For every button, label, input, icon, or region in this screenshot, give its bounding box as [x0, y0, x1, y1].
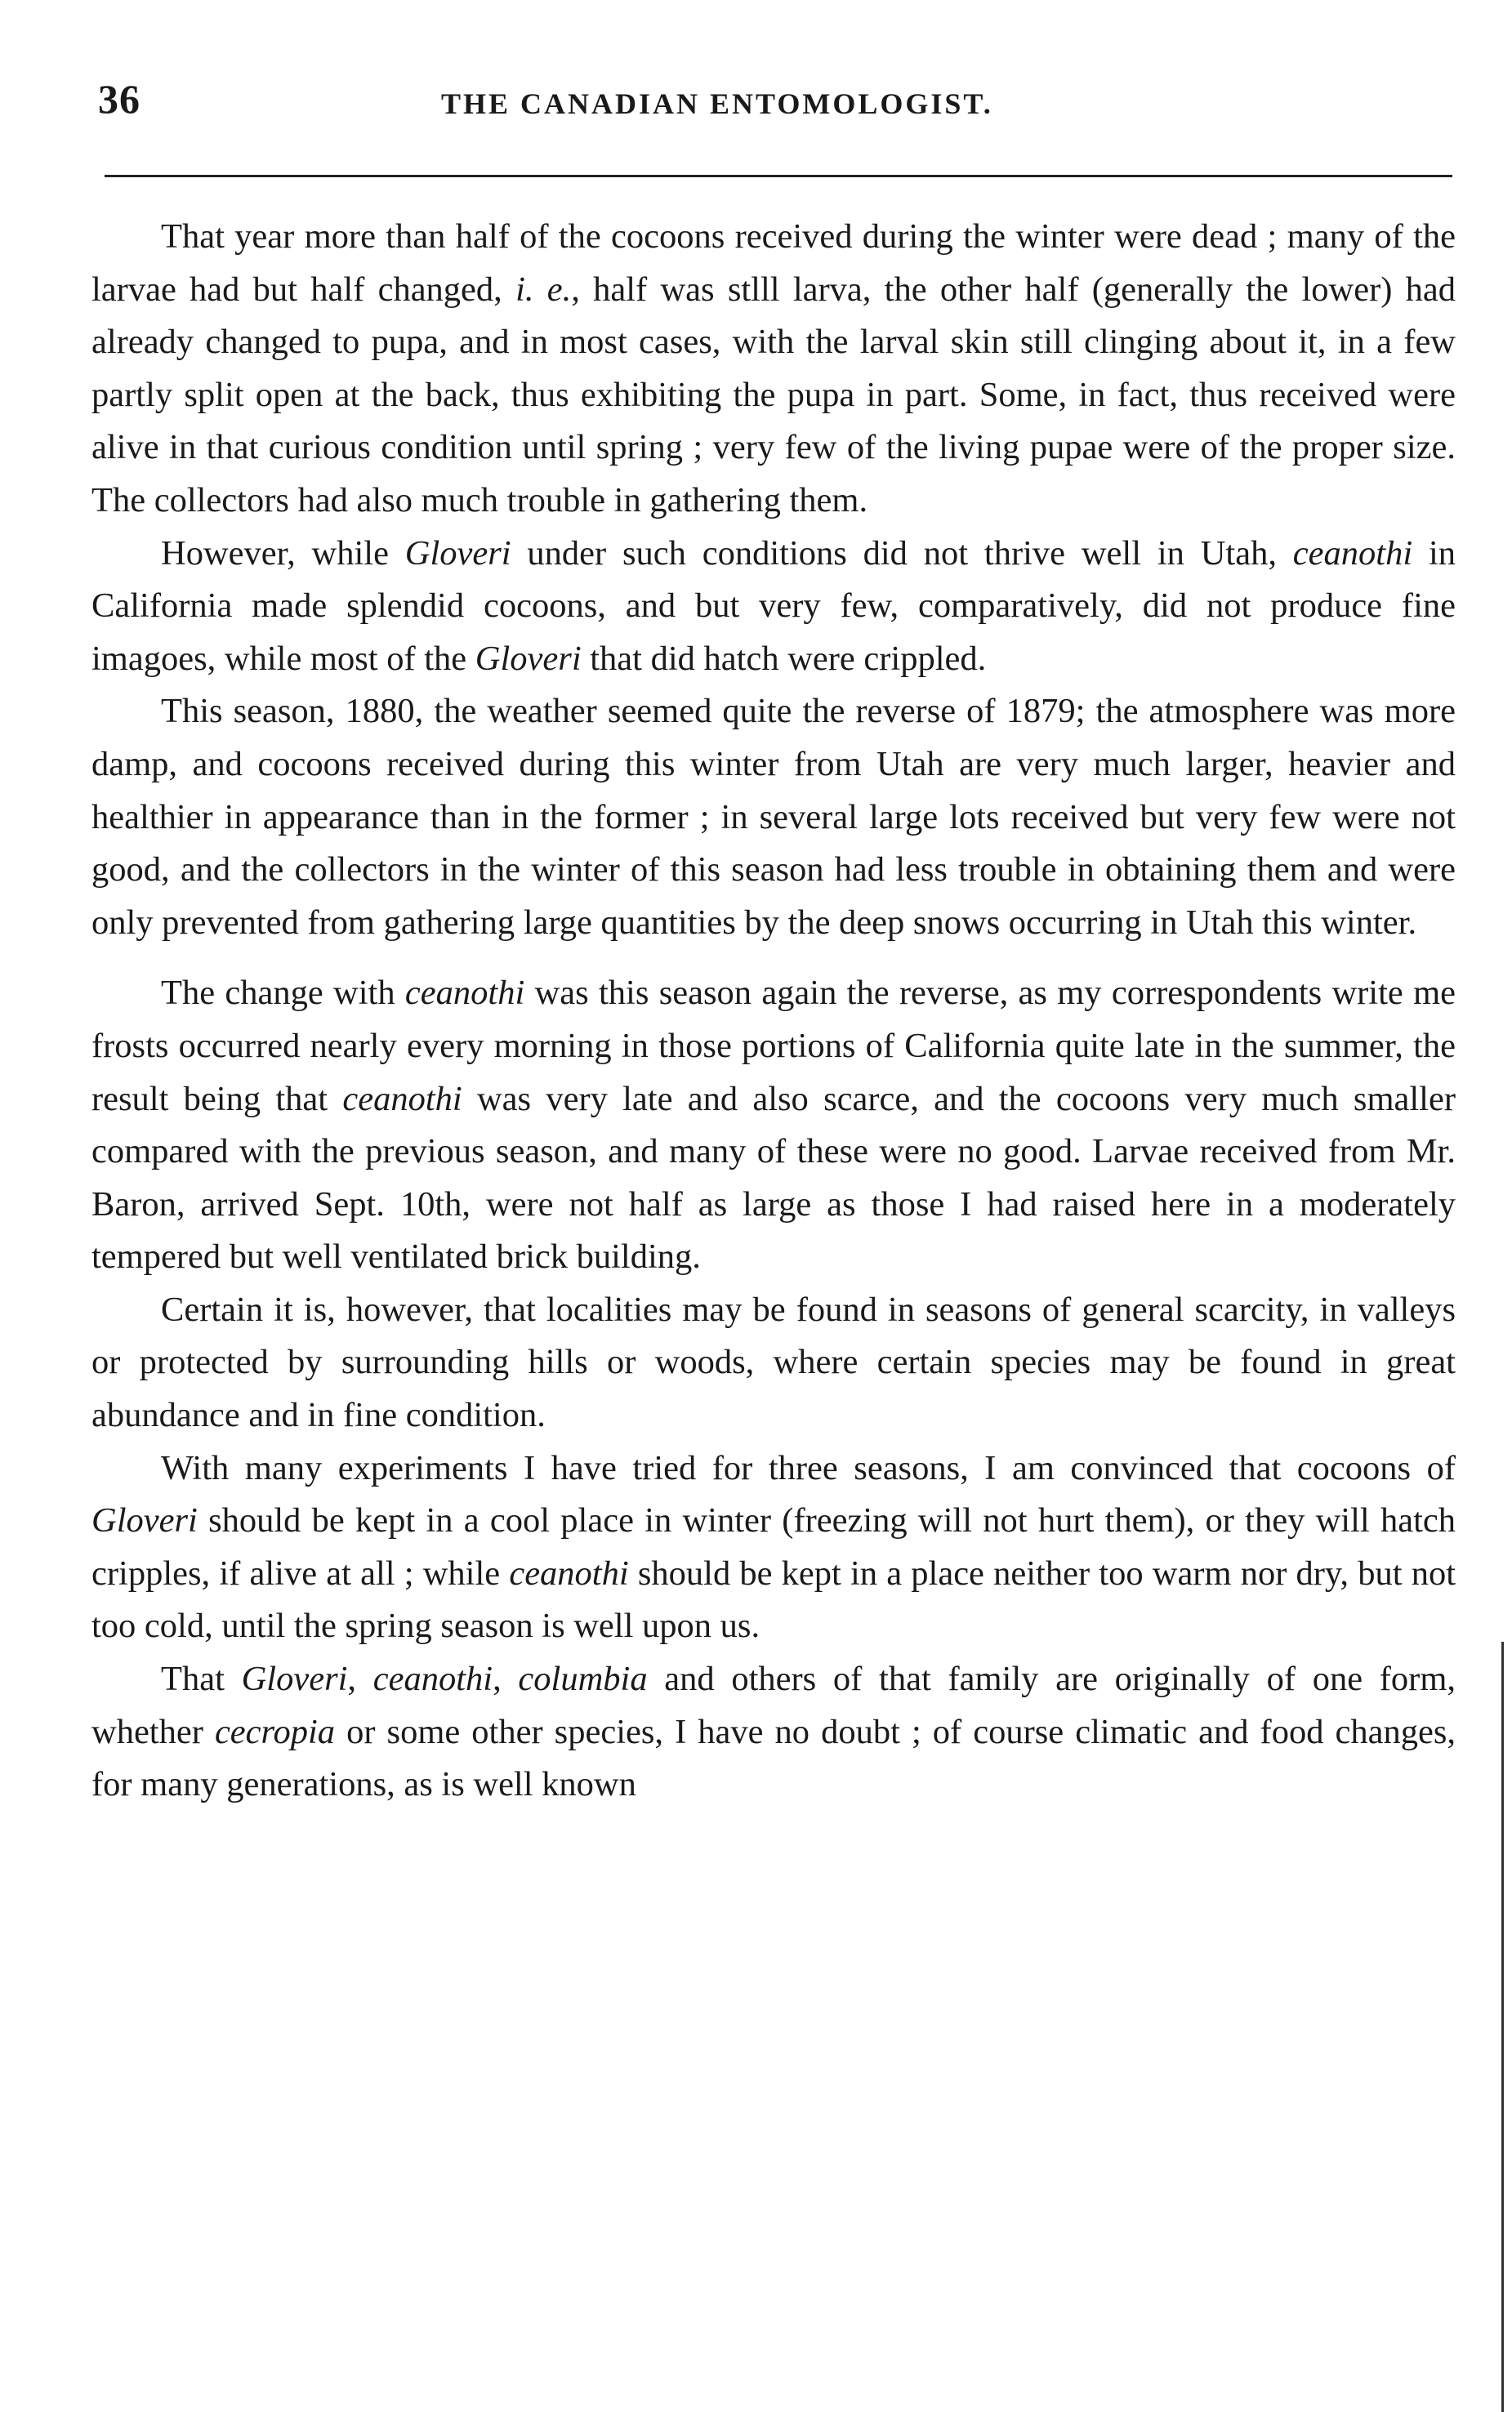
paragraph — [91, 1653, 1456, 1812]
body-text — [91, 211, 1456, 1812]
paragraph — [91, 685, 1456, 949]
text-run: That — [161, 1660, 242, 1699]
text-run: under such conditions did not thrive well in Utah, — [511, 533, 1293, 573]
margin-rule — [1501, 1642, 1504, 2412]
italic-term: Gloveri — [475, 639, 582, 678]
text-run: With many experiments I have tried for three seasons, I am convinced that cocoons of — [161, 1448, 1456, 1487]
text-run: and others of that family are originally of one form, whether — [91, 1660, 1456, 1751]
text-run: , half was stlll larva, the other half (generally the lower) had already changed to pupa, and in most cases, with the larval skin still clinging about it, in a few partly split open at the back, thus exhibiting the pupa in part. Some, in fact, thus received were alive in that curious condition until spring ; very few of the living pupae were of the proper size. The collectors had also much trouble in gathering them. — [91, 270, 1456, 519]
text-run: The change with — [161, 974, 405, 1013]
text-run: This season, 1880, the weather seemed quite the reverse of 1879; the atmosphere was more damp, and cocoons received during this winter from Utah are very much larger, heavier and healthier in appearance than in the former ; in several large lots received but very few were not good, and the collectors in the winter of this season had less trouble in obtaining them and were only prevented from gathering large quantities by the deep snows occurring in Utah this winter. — [91, 692, 1456, 942]
paragraph — [91, 1442, 1456, 1653]
italic-term: ceanothi — [1292, 533, 1413, 573]
italic-term: ceanothi — [509, 1554, 629, 1593]
italic-term: ceanothi — [404, 974, 525, 1013]
italic-term: Gloveri — [241, 1660, 348, 1699]
text-run: should be kept in a cool place in winter (freezing will not hurt them), or they will hatch cripples, if alive at all ; while — [91, 1501, 1456, 1593]
italic-term: Gloveri — [91, 1501, 198, 1540]
text-run: Certain it is, however, that localities may be found in seasons of general scarcity, in valleys or protected by surrounding hills or woods, where certain species may be found in great abundance and in fine condition. — [91, 1290, 1456, 1435]
text-run: or some other species, I have no doubt ; of course climatic and food changes, for many generations, as is well known — [91, 1712, 1456, 1804]
italic-term: i. e. — [515, 270, 572, 309]
paragraph — [91, 1284, 1456, 1442]
page-number: 36 — [98, 76, 140, 122]
paragraph — [91, 211, 1456, 528]
italic-term: Gloveri — [404, 533, 511, 573]
text-run: That year more than half of the cocoons received during the winter were dead ; many of the larvae had but half changed, — [91, 217, 1456, 309]
italic-term: ceanothi — [372, 1660, 493, 1699]
text-run: that did hatch were crippled. — [581, 639, 987, 678]
text-run: in California made splendid cocoons, and but very few, comparatively, did not produce fine imagoes, while most of the — [91, 533, 1456, 678]
running-head: THE CANADIAN ENTOMOLOGIST. — [441, 87, 993, 120]
text-run: , — [493, 1660, 519, 1699]
page-header — [98, 75, 1462, 132]
paragraph — [91, 967, 1456, 1284]
text-run: should be kept in a place neither too warm nor dry, but not too cold, until the spring season is well upon us. — [91, 1554, 1456, 1646]
text-run: , — [347, 1660, 373, 1699]
paragraph — [91, 528, 1456, 686]
text-run: However, while — [161, 533, 405, 573]
italic-term: cecropia — [214, 1712, 336, 1751]
italic-term: ceanothi — [342, 1079, 462, 1118]
header-rule — [105, 175, 1452, 177]
italic-term: columbia — [518, 1660, 648, 1699]
text-run: was very late and also scarce, and the cocoons very much smaller compared with the previous season, and many of these were no good. Larvae received from Mr. Baron, arrived Sept. 10th, were not half as large as those I had raised here in a moderately tempered but well ventilated brick building. — [91, 1079, 1456, 1277]
text-run: was this season again the reverse, as my correspondents write me frosts occurred nearly every morning in those portions of California quite late in the summer, the result being that — [91, 974, 1456, 1118]
